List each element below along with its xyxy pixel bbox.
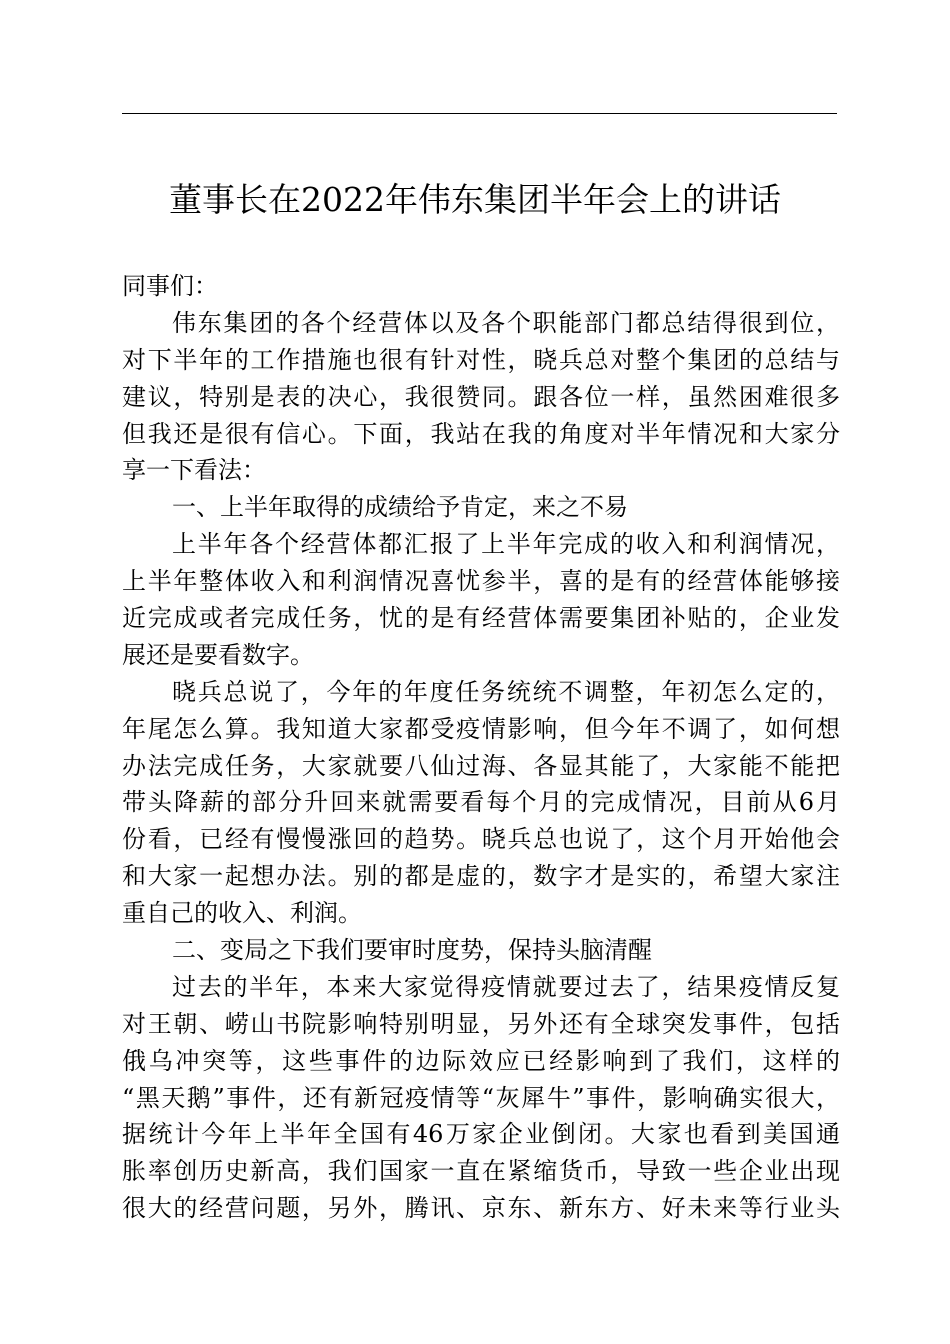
paragraph-line: 享一下看法：: [122, 456, 266, 485]
paragraph-line: 带头降薪的部分升回来就需要看每个月的完成情况，目前从6月: [122, 788, 840, 817]
paragraph-line: “黑天鹅”事件，还有新冠疫情等“灰犀牛”事件，影响确实很大，: [122, 1083, 840, 1112]
paragraph-line: 俄乌冲突等，这些事件的边际效应已经影响到了我们，这样的: [122, 1046, 840, 1075]
paragraph-line: 年尾怎么算。我知道大家都受疫情影响，但今年不调了，如何想: [122, 714, 840, 743]
page-title: 董事长在2022年伟东集团半年会上的讲话: [169, 180, 781, 219]
paragraph-line: 但我还是很有信心。下面，我站在我的角度对半年情况和大家分: [122, 419, 840, 448]
paragraph-line: 胀率创历史新高，我们国家一直在紧缩货币，导致一些企业出现: [122, 1157, 840, 1186]
section-heading: 二、变局之下我们要审时度势，保持头脑清醒: [172, 936, 652, 965]
paragraph-line: 上半年各个经营体都汇报了上半年完成的收入和利润情况，: [172, 530, 840, 559]
paragraph-line: 上半年整体收入和利润情况喜忧参半，喜的是有的经营体能够接: [122, 567, 840, 596]
paragraph-line: 建议，特别是表的决心，我很赞同。跟各位一样，虽然困难很多: [122, 382, 840, 411]
paragraph-line: 和大家一起想办法。别的都是虚的，数字才是实的，希望大家注: [122, 862, 840, 891]
header-rule: [122, 113, 837, 114]
paragraph-line: 办法完成任务，大家就要八仙过海、各显其能了，大家能不能把: [122, 751, 840, 780]
paragraph-line: 重自己的收入、利润。: [122, 899, 362, 928]
paragraph-line: 近完成或者完成任务，忧的是有经营体需要集团补贴的，企业发: [122, 604, 840, 633]
paragraph-line: 晓兵总说了，今年的年度任务统统不调整，年初怎么定的，: [172, 677, 840, 706]
paragraph-line: 对下半年的工作措施也很有针对性，晓兵总对整个集团的总结与: [122, 345, 840, 374]
paragraph-line: 对王朝、崂山书院影响特别明显，另外还有全球突发事件，包括: [122, 1009, 840, 1038]
paragraph-line: 很大的经营问题，另外，腾讯、京东、新东方、好未来等行业头: [122, 1194, 840, 1223]
speech-body: [122, 268, 840, 1227]
salutation: 同事们：: [122, 272, 218, 300]
paragraph-line: 伟东集团的各个经营体以及各个职能部门都总结得很到位，: [172, 308, 840, 337]
section-heading: 一、上半年取得的成绩给予肯定，来之不易: [172, 493, 628, 522]
paragraph-line: 据统计今年上半年全国有46万家企业倒闭。大家也看到美国通: [122, 1120, 840, 1149]
paragraph-line: 份看，已经有慢慢涨回的趋势。晓兵总也说了，这个月开始他会: [122, 825, 840, 854]
paragraph-line: 展还是要看数字。: [122, 640, 314, 669]
paragraph-line: 过去的半年，本来大家觉得疫情就要过去了，结果疫情反复: [172, 972, 840, 1001]
